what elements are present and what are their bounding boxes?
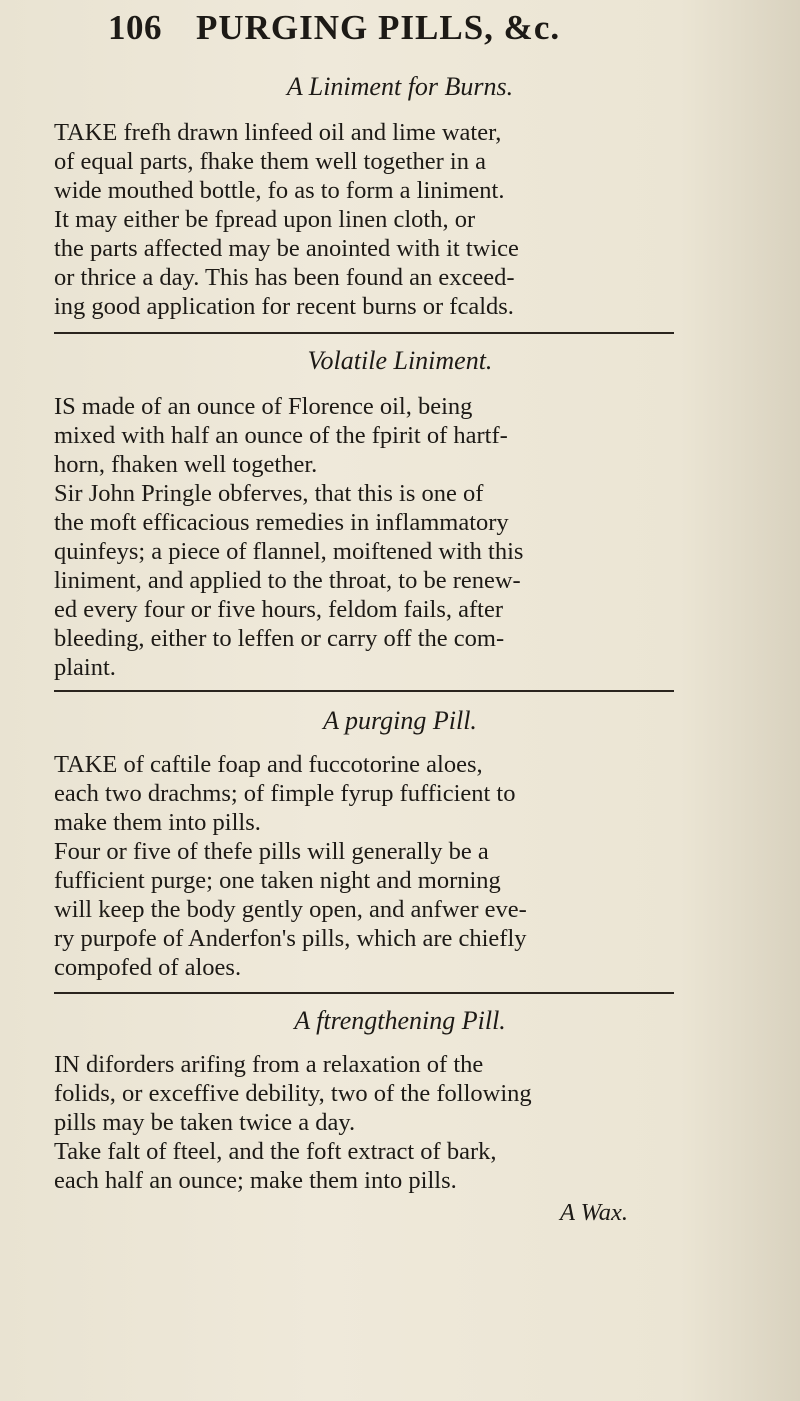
section-divider	[54, 992, 674, 994]
text-line: IS made of an ounce of Florence oil, being	[54, 393, 473, 420]
running-title: PURGING PILLS, &c.	[196, 8, 561, 47]
section-title-strengthening-pill: A ftrengthening Pill.	[294, 1006, 506, 1035]
text-line: bleeding, either to leffen or carry off the com-	[54, 625, 505, 652]
page-header	[108, 8, 668, 52]
text-line: folids, or exceffive debility, two of the following	[54, 1080, 532, 1107]
section-title-liniment-burns: A Liniment for Burns.	[286, 72, 514, 101]
section-title-volatile-liniment: Volatile Liniment.	[307, 346, 493, 375]
text-line: IN diforders arifing from a relaxation of the	[54, 1051, 484, 1078]
text-line: the parts affected may be anointed with it twice	[54, 235, 519, 262]
page-number: 106	[108, 8, 162, 47]
text-line: fufficient purge; one taken night and morning	[54, 867, 501, 894]
text-line: mixed with half an ounce of the fpirit of hartf-	[54, 422, 508, 449]
text-line: of equal parts, fhake them well together in a	[54, 148, 486, 175]
text-line: Take falt of fteel, and the foft extract of bark,	[54, 1138, 497, 1165]
text-line: compofed of aloes.	[54, 954, 242, 981]
text-line: the moft efficacious remedies in inflammatory	[54, 509, 509, 536]
text-line: pills may be taken twice a day.	[54, 1109, 356, 1136]
text-line: horn, fhaken well together.	[54, 451, 318, 478]
text-line: TAKE frefh drawn linfeed oil and lime water,	[54, 119, 502, 146]
text-line: wide mouthed bottle, fo as to form a liniment.	[54, 177, 505, 204]
text-line: ry purpofe of Anderfon's pills, which are chiefly	[54, 925, 527, 952]
text-line: plaint.	[54, 654, 116, 681]
text-line: Sir John Pringle obferves, that this is one of	[54, 480, 484, 507]
text-line: TAKE of caftile foap and fuccotorine aloes,	[54, 751, 483, 778]
text-line: Four or five of thefe pills will generally be a	[54, 838, 489, 865]
text-line: each two drachms; of fimple fyrup fufficient to	[54, 780, 516, 807]
text-line: each half an ounce; make them into pills.	[54, 1167, 457, 1194]
section-divider	[54, 332, 674, 334]
text-line: It may either be fpread upon linen cloth, or	[54, 206, 476, 233]
catchword: A Wax.	[560, 1199, 629, 1226]
text-line: quinfeys; a piece of flannel, moiftened with this	[54, 538, 524, 565]
text-line: liniment, and applied to the throat, to be renew-	[54, 567, 521, 594]
section-divider	[54, 690, 674, 692]
text-line: ed every four or five hours, feldom fails, after	[54, 596, 503, 623]
section-title-purging-pill: A purging Pill.	[323, 706, 477, 735]
text-line: make them into pills.	[54, 809, 261, 836]
text-line: or thrice a day. This has been found an exceed-	[54, 264, 515, 291]
text-line: will keep the body gently open, and anfwer eve-	[54, 896, 527, 923]
text-line: ing good application for recent burns or fcalds.	[54, 293, 514, 320]
